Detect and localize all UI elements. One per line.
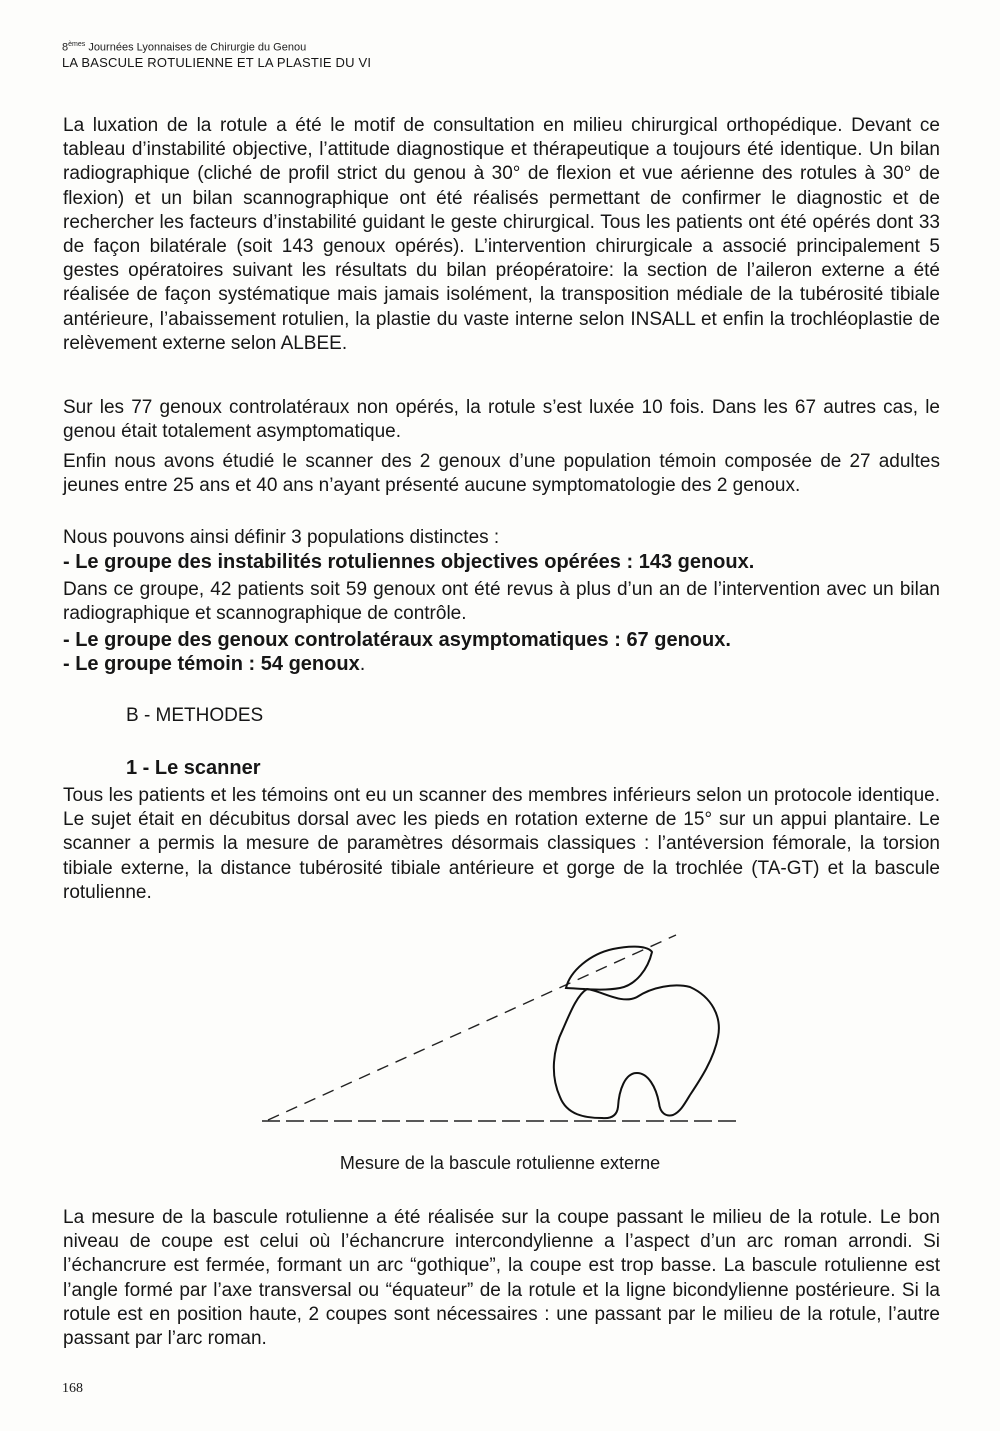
group-operated: - Le groupe des instabilités rotuliennes objectives opérées : 143 genoux. (63, 551, 755, 573)
patella-equator-line (268, 935, 676, 1120)
group-control-label: - Le groupe témoin : 54 genoux (63, 653, 360, 675)
paragraph-tilt-measurement: La mesure de la bascule rotulienne a été réalisée sur la coupe passant le milieu de la rotule. Le bon niveau de coupe est celui où l’échancrure intercondylienne a l’aspect d’un arc roman arrondi. Si l’échancrure est fermée, formant un arc “gothique”, la coupe est trop basse. La bascule rotulienne est l’angle formé par l’axe transversal ou “équateur” de la rotule et la ligne bicondylienne postérieure. Si la rotule est en position haute, 2 coupes sont nécessaires : une passant par le milieu de la rotule, l’autre passant par l’arc roman. (63, 1207, 940, 1350)
conference-title: Journées Lyonnaises de Chirurgie du Genou (88, 41, 307, 54)
patellar-tilt-diagram (0, 925, 1000, 1125)
paragraph-contralateral: Sur les 77 genoux controlatéraux non opérés, la rotule s’est luxée 10 fois. Dans les 67 autres cas, le genou était totalement asymptomatique. (63, 397, 940, 443)
group-contralateral: - Le groupe des genoux controlatéraux asymptomatiques : 67 genoux. (63, 629, 731, 651)
page-number: 168 (62, 1381, 83, 1396)
paragraph-control-group: Enfin nous avons étudié le scanner des 2 genoux d’une population témoin composée de 27 adultes jeunes entre 25 ans et 40 ans n’ayant présenté aucune symptomatologie des 2 genoux. (63, 451, 940, 497)
group-control (63, 652, 940, 676)
paragraph-populations-intro: Nous pouvons ainsi définir 3 populations distinctes : (63, 527, 500, 548)
group-control-period: . (359, 653, 366, 675)
paragraph-follow-up: Dans ce groupe, 42 patients soit 59 genoux ont été revus à plus d’un an de l’intervention avec un bilan radiographique et scannographique de contrôle. (63, 579, 940, 625)
subsection-scanner-heading: 1 - Le scanner (126, 757, 261, 779)
conference-ordinal: 8 (62, 41, 69, 54)
femur-condyles-outline (554, 985, 719, 1118)
paragraph-scanner-protocol: Tous les patients et les témoins ont eu un scanner des membres inférieurs selon un protocole identique. Le sujet était en décubitus dorsal avec les pieds en rotation externe de 15° sur un appui plantaire. Le scanner a permis la mesure de paramètres désormais classiques : l’antéversion fémorale, la torsion tibiale externe, la distance tubérosité tibiale antérieure et gorge de la trochlée (TA-GT) et la bascule rotulienne. (63, 785, 940, 903)
figure-caption: Mesure de la bascule rotulienne externe (339, 1153, 661, 1173)
patella-outline (566, 947, 652, 990)
chapter-title: LA BASCULE ROTULIENNE ET LA PLASTIE DU VI (62, 54, 372, 70)
conference-ordinal-suffix: èmes (68, 41, 86, 48)
section-methodes-heading: B - METHODES (126, 705, 264, 726)
conference-name (62, 38, 371, 55)
running-header (62, 38, 371, 71)
paragraph-population: La luxation de la rotule a été le motif de consultation en milieu chirurgical orthopédique. Devant ce tableau d’instabilité objective, l’attitude diagnostique et thérapeutique a toujours été identique. Un bilan radiographique (cliché de profil strict du genou à 30° de flexion et vue aérienne des rotules à 30° de flexion) et un bilan scannographique ont été réalisés permettant de confirmer le diagnostic et de rechercher les facteurs d’instabilité guidant le geste chirurgical. Tous les patients ont été opérés dont 33 de façon bilatérale (soit 143 genoux opérés). L’intervention chirurgicale a associé principalement 5 gestes opératoires suivant les résultats du bilan préopératoire: la section de l’aileron externe a été réalisée de façon systématique mais jamais isolément, la transposition médiale de la tubérosité tibiale antérieure, l’abaissement rotulien, la plastie du vaste interne selon INSALL et enfin la trochléoplastie de relèvement externe selon ALBEE. (63, 115, 940, 354)
